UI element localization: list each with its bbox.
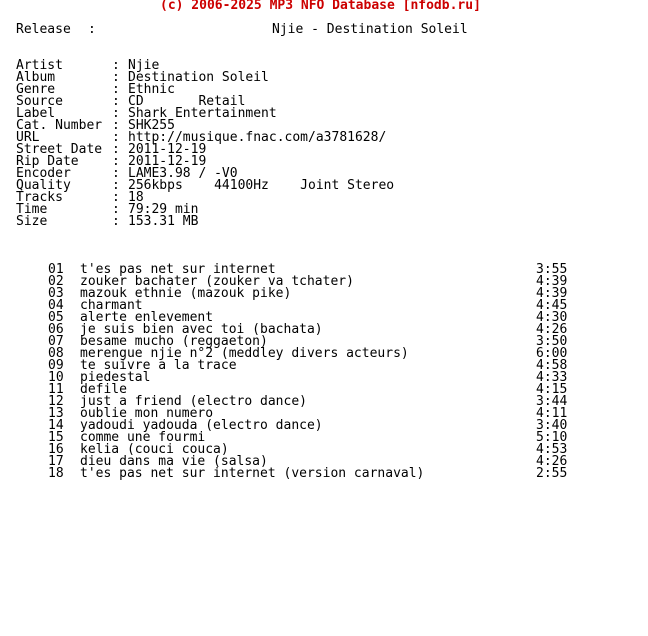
info-row [0,96,648,108]
track-duration: 4:30 [536,310,568,325]
track-number: 03 [48,286,64,301]
track-title: merengue njie n°2 (meddley divers acteurs) [80,346,409,361]
info-row [0,204,648,216]
info-row [0,192,648,204]
track-duration: 3:50 [536,334,568,349]
track-number: 09 [48,358,64,373]
track-duration: 4:11 [536,406,568,421]
info-value[interactable]: http://musique.fnac.com/a3781628/ [128,130,387,145]
track-number: 08 [48,346,64,361]
track-duration: 6:00 [536,346,568,361]
info-label: Album [16,70,56,85]
track-title: yadoudi yadouda (electro dance) [80,418,323,433]
info-label: Tracks [16,190,63,205]
info-separator: : [112,58,120,73]
track-title: zouker bachater (zouker va tchater) [80,274,354,289]
info-row [0,84,648,96]
track-duration: 4:33 [536,370,568,385]
info-separator: : [112,154,120,169]
track-duration: 2:55 [536,466,568,481]
track-number: 05 [48,310,64,325]
track-number: 13 [48,406,64,421]
track-duration: 4:45 [536,298,568,313]
info-label: Time [16,202,48,217]
info-separator: : [112,106,120,121]
track-duration: 3:40 [536,418,568,433]
track-title: charmant [80,298,143,313]
info-separator: : [112,178,120,193]
track-number: 11 [48,382,64,397]
info-label: Source [16,94,63,109]
info-value: LAME3.98 / -V0 [128,166,238,181]
info-value: 153.31 MB [128,214,199,229]
info-row [0,144,648,156]
info-row [0,156,648,168]
info-value: Ethnic [128,82,175,97]
info-value: SHK255 [128,118,175,133]
info-label: Rip Date [16,154,79,169]
track-duration: 4:15 [536,382,568,397]
track-duration: 3:44 [536,394,568,409]
info-separator: : [112,118,120,133]
info-label: Artist [16,58,63,73]
track-number: 17 [48,454,64,469]
info-separator: : [112,190,120,205]
track-duration: 4:26 [536,322,568,337]
track-number: 06 [48,322,64,337]
info-separator: : [112,142,120,157]
track-number: 16 [48,442,64,457]
track-title: besame mucho (reggaeton) [80,334,268,349]
info-row [0,180,648,192]
info-separator: : [112,94,120,109]
info-label: Cat. Number [16,118,103,133]
release-title: Njie - Destination Soleil [272,22,468,37]
info-separator: : [112,130,120,145]
info-value: 2011-12-19 [128,154,207,169]
info-label: Label [16,106,56,121]
release-label: Release [16,22,71,37]
track-title: kelia (couci couca) [80,442,229,457]
track-number: 02 [48,274,64,289]
track-title: defile [80,382,127,397]
track-title: mazouk ethnie (mazouk pike) [80,286,292,301]
track-title: oublie mon numero [80,406,214,421]
info-label: Quality [16,178,71,193]
info-value: CD Retail [128,94,246,109]
info-value: Njie [128,58,160,73]
info-row [0,216,648,228]
track-title: dieu dans ma vie (salsa) [80,454,268,469]
track-title: t'es pas net sur internet [80,262,276,277]
info-value: Shark Entertainment [128,106,277,121]
info-label: Size [16,214,48,229]
track-number: 01 [48,262,64,277]
track-number: 18 [48,466,64,481]
info-label: URL [16,130,40,145]
track-title: piedestal [80,370,151,385]
track-title: alerte enlevement [80,310,214,325]
info-separator: : [112,166,120,181]
track-duration: 4:39 [536,286,568,301]
info-value: Destination Soleil [128,70,269,85]
info-value: 18 [128,190,144,205]
track-title: comme une fourmi [80,430,206,445]
track-number: 10 [48,370,64,385]
info-label: Encoder [16,166,71,181]
track-number: 15 [48,430,64,445]
track-row [0,468,648,480]
track-number: 14 [48,418,64,433]
track-number: 04 [48,298,64,313]
track-duration: 4:39 [536,274,568,289]
info-value: 2011-12-19 [128,142,207,157]
track-duration: 4:53 [536,442,568,457]
info-label: Street Date [16,142,103,157]
info-row [0,60,648,72]
track-duration: 3:55 [536,262,568,277]
track-title: t'es pas net sur internet (version carnaval) [80,466,425,481]
info-value: 79:29 min [128,202,199,217]
track-title: je suis bien avec toi (bachata) [80,322,323,337]
track-number: 12 [48,394,64,409]
info-separator: : [112,202,120,217]
info-separator: : [112,214,120,229]
info-label: Genre [16,82,56,97]
track-title: just a friend (electro dance) [80,394,307,409]
track-title: te suivre a la trace [80,358,237,373]
info-value: 256kbps 44100Hz Joint Stereo [128,178,395,193]
track-number: 07 [48,334,64,349]
track-duration: 4:58 [536,358,568,373]
info-separator: : [112,70,120,85]
release-separator: : [88,22,96,37]
info-separator: : [112,82,120,97]
site-header: (c) 2006-2025 MP3 NFO Database [nfodb.ru] [160,0,481,13]
info-row [0,72,648,84]
track-duration: 4:26 [536,454,568,469]
track-duration: 5:10 [536,430,568,445]
